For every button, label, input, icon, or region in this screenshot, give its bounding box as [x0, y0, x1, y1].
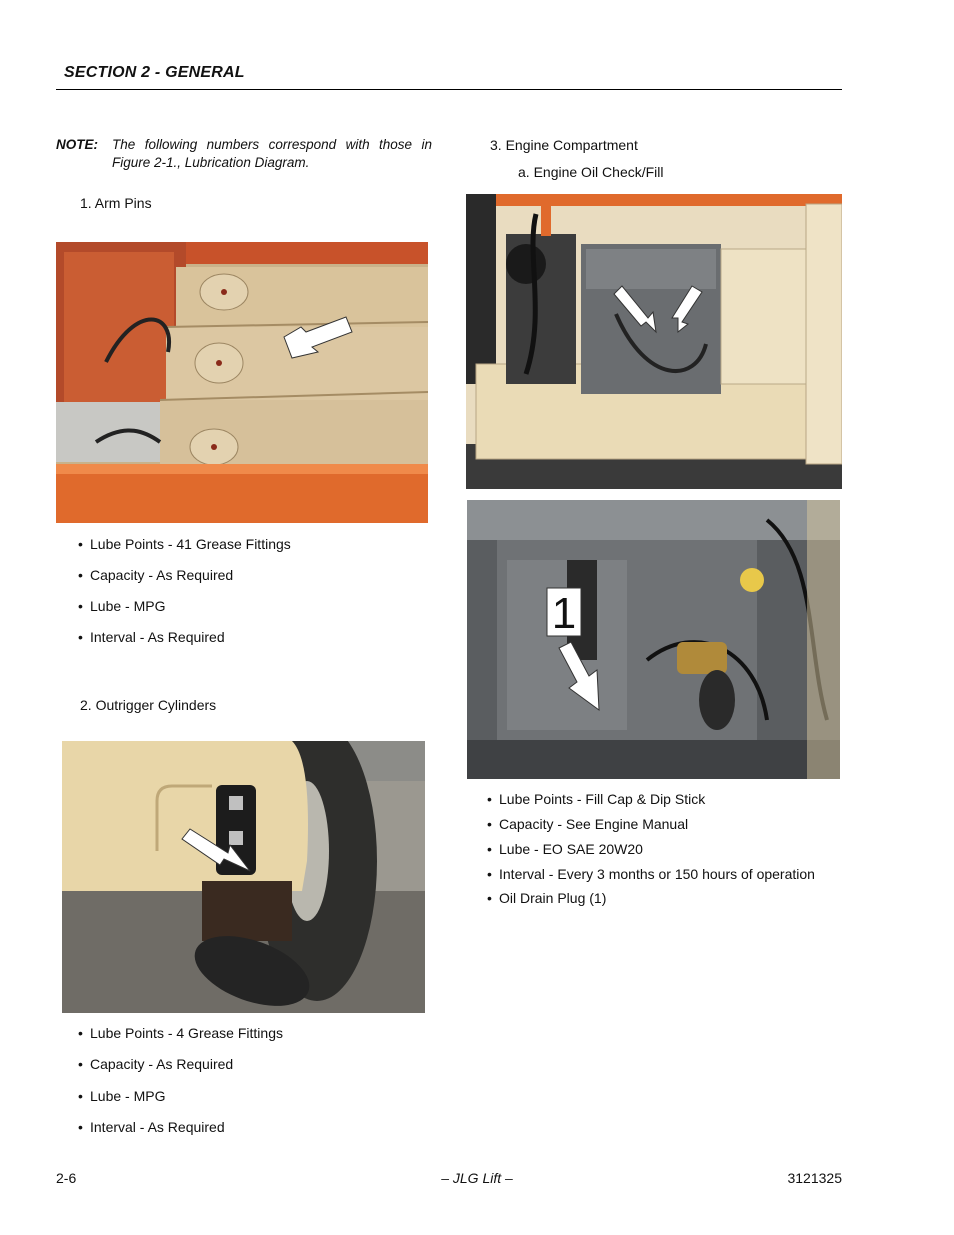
list-item: • Interval - As Required	[90, 629, 225, 645]
list-item: • Capacity - As Required	[90, 567, 233, 583]
list-item: • Lube - EO SAE 20W20	[499, 841, 643, 857]
list-item: • Capacity - As Required	[90, 1056, 233, 1072]
list-item: • Lube - MPG	[90, 1088, 165, 1104]
list-item: • Lube - MPG	[90, 598, 165, 614]
engine-compartment-photo	[466, 194, 842, 489]
list-item: • Interval - Every 3 months or 150 hours of operation	[499, 866, 815, 882]
section-title: SECTION 2 - GENERAL	[64, 64, 245, 81]
item-outrigger-heading: 2. Outrigger Cylinders	[80, 697, 217, 713]
outrigger-photo	[62, 741, 425, 1013]
list-item: • Interval - As Required	[90, 1119, 225, 1135]
list-item: • Lube Points - 41 Grease Fittings	[90, 536, 291, 552]
item-engine-heading: 3. Engine Compartment	[490, 137, 638, 153]
list-item: • Oil Drain Plug (1)	[499, 890, 606, 906]
item-arm-pins-heading: 1. Arm Pins	[80, 195, 152, 211]
engine-closeup-photo	[467, 500, 840, 779]
note-text: The following numbers correspond with those in Figure 2-1., Lubrication Diagram.	[112, 137, 432, 170]
document-number: 3121325	[787, 1170, 842, 1186]
arm-pins-photo	[56, 242, 428, 523]
footer-title: – JLG Lift –	[441, 1170, 513, 1186]
page-number: 2-6	[56, 1170, 77, 1186]
callout-number: 1	[551, 589, 577, 638]
list-item: • Lube Points - Fill Cap & Dip Stick	[499, 791, 705, 807]
note-label: NOTE:	[56, 137, 98, 152]
item-engine-subheading: a. Engine Oil Check/Fill	[518, 164, 664, 180]
note-block	[56, 136, 432, 172]
list-item: • Capacity - See Engine Manual	[499, 816, 688, 832]
list-item: • Lube Points - 4 Grease Fittings	[90, 1025, 283, 1041]
header-rule	[56, 89, 842, 90]
